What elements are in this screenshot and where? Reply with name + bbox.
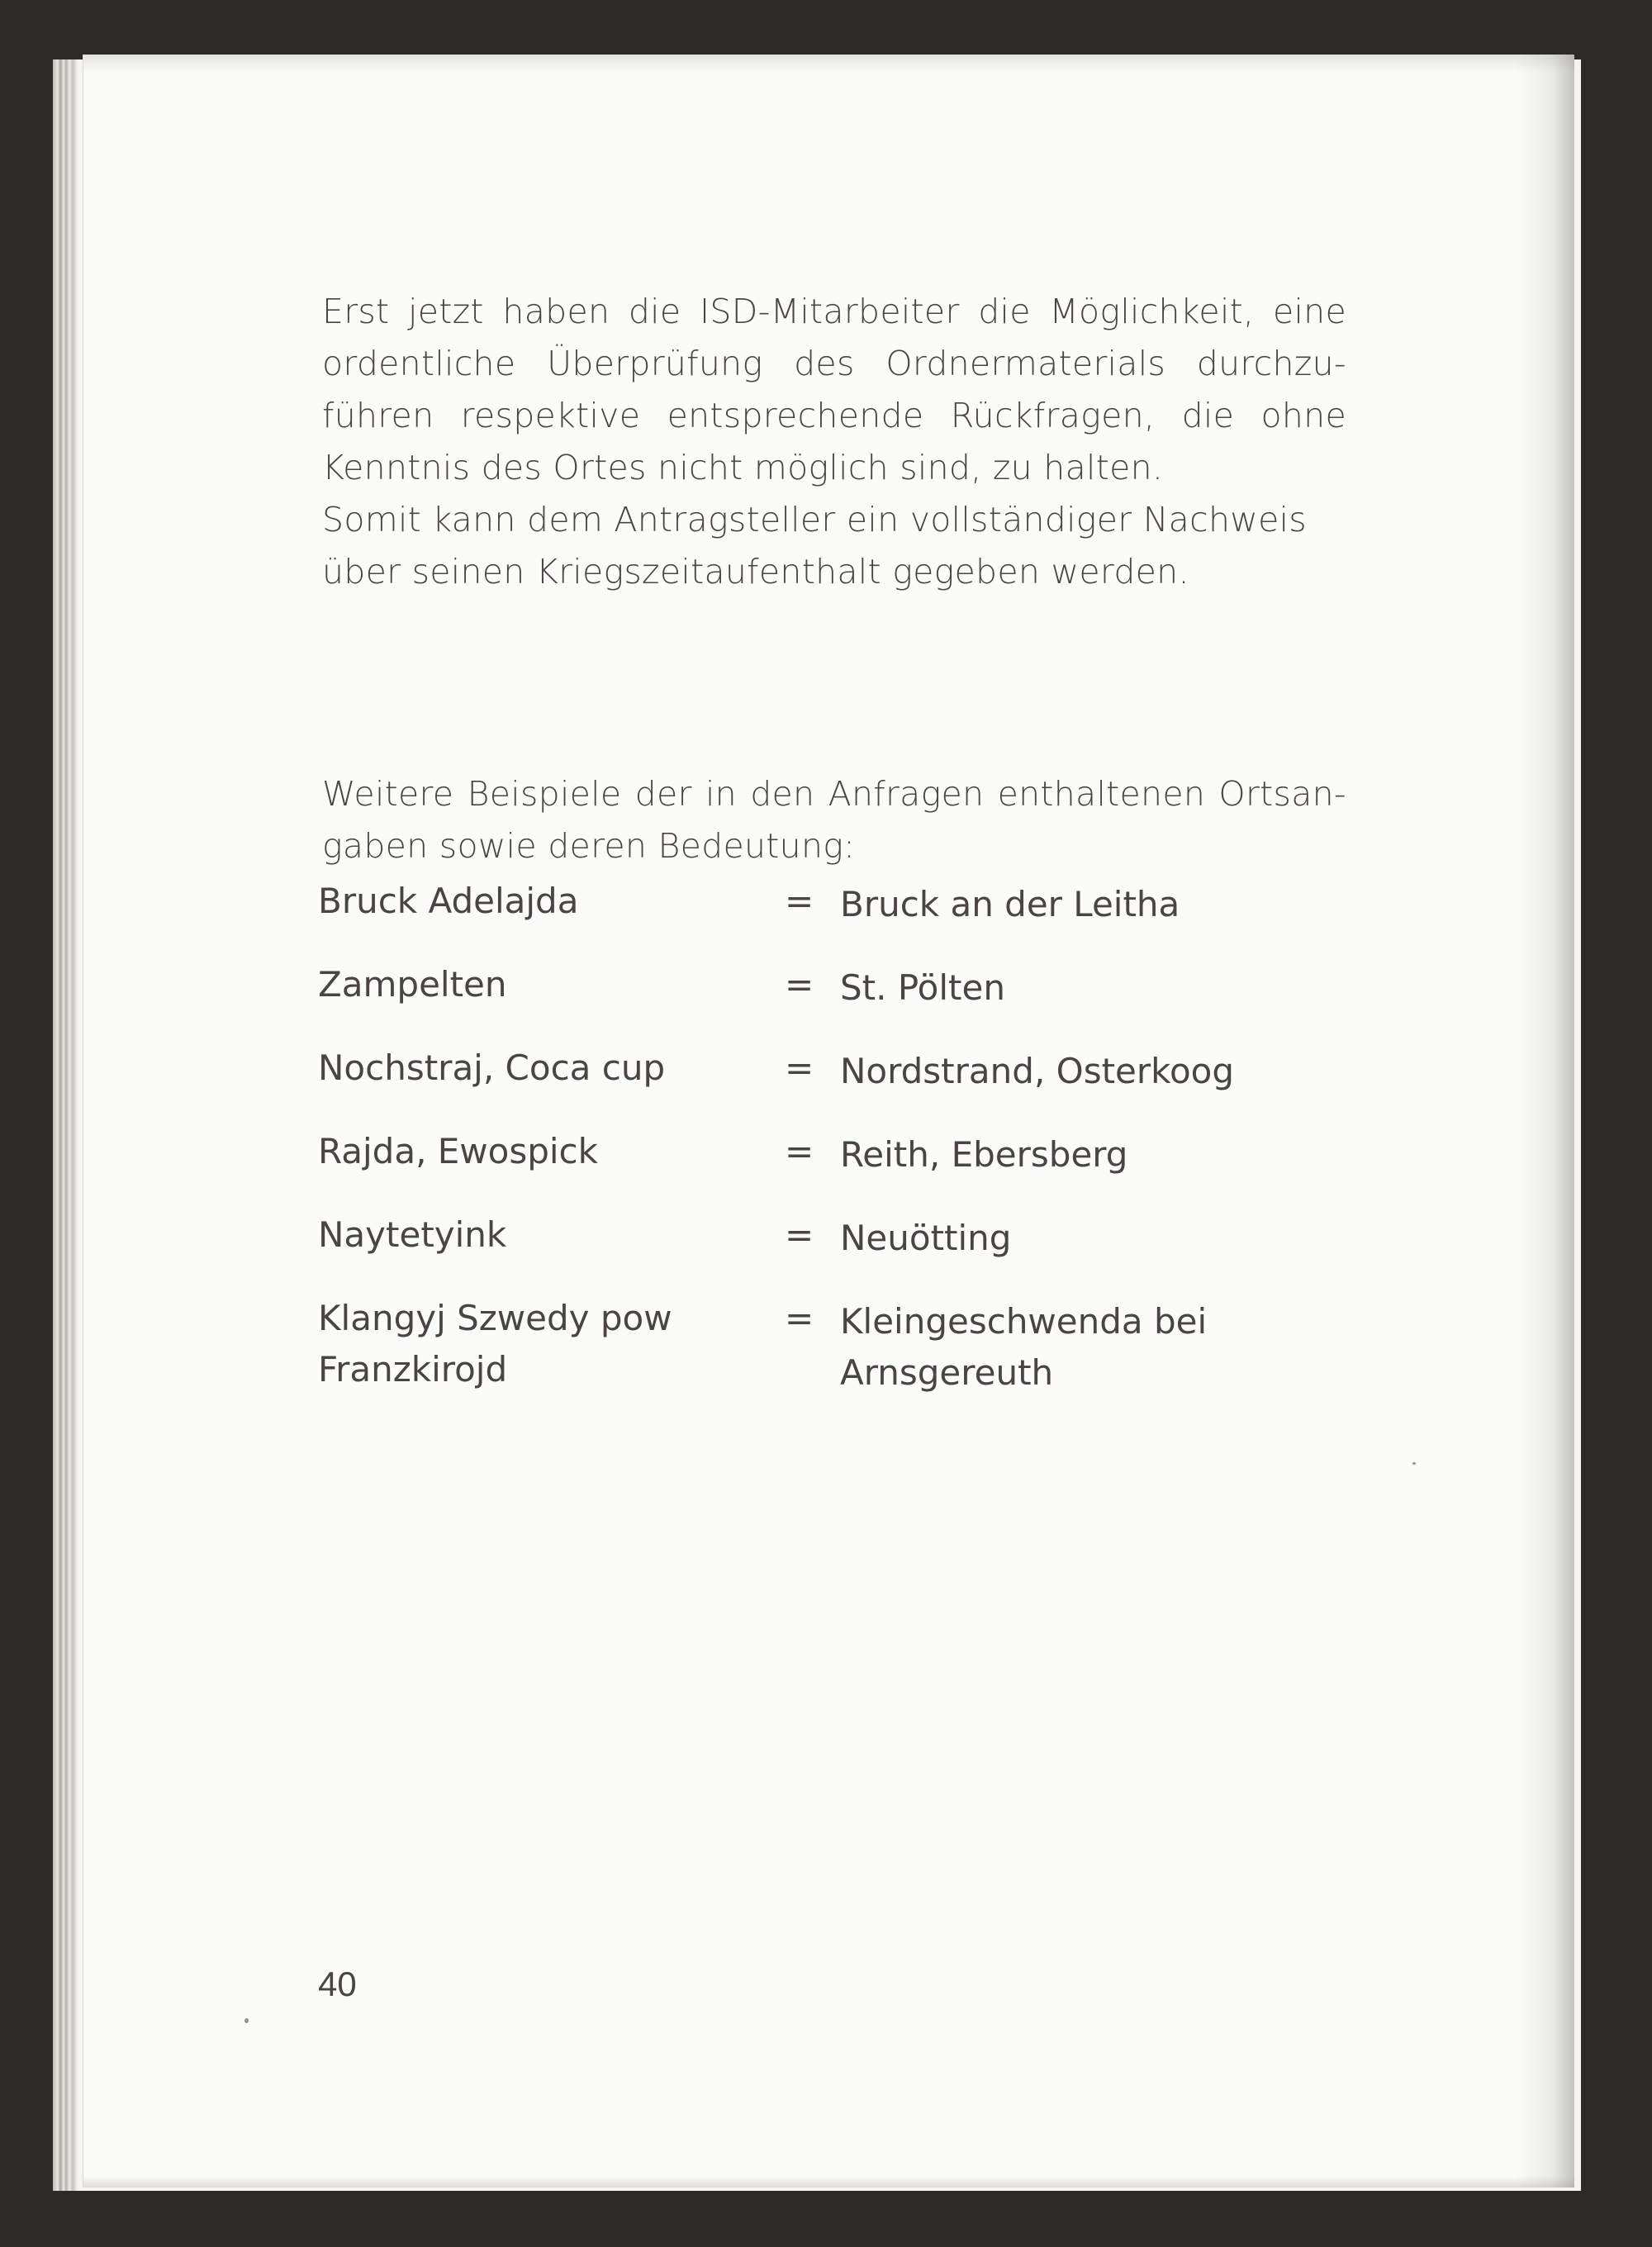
example-original: Nochstraj, Coca cup — [318, 1047, 666, 1088]
paragraph-line: Erst jetzt haben die ISD-Mitarbeiter die Möglichkeit, eine — [322, 292, 1346, 331]
paragraph-line: über seinen Kriegszeitaufenthalt gegeben werden. — [322, 552, 1189, 591]
paragraph-intro — [322, 286, 1346, 598]
equals-sign: = — [785, 1131, 814, 1171]
example-original-line: Franzkirojd — [318, 1349, 508, 1390]
example-meaning-line: Arnsgereuth — [840, 1352, 1054, 1393]
equals-sign: = — [785, 964, 814, 1005]
equals-sign: = — [785, 1298, 814, 1338]
example-original: Naytetyink — [318, 1214, 507, 1255]
page-right-shadow — [1517, 55, 1574, 2188]
example-meaning: Reith, Ebersberg — [840, 1134, 1128, 1175]
example-row — [318, 1209, 1392, 1293]
page-top-shadow — [83, 55, 1574, 73]
example-row — [318, 876, 1392, 959]
equals-sign: = — [785, 881, 814, 921]
place-name-examples — [318, 876, 1392, 1400]
paragraph-examples-intro — [322, 768, 1346, 872]
example-row — [318, 1126, 1392, 1209]
example-original: Bruck Adelajda — [318, 881, 579, 921]
paragraph-line: führen respektive entsprechende Rückfragen, die ohne — [322, 396, 1346, 435]
example-row — [318, 959, 1392, 1043]
example-meaning: Bruck an der Leitha — [840, 884, 1180, 924]
paper-speck — [1412, 1462, 1416, 1465]
example-row — [318, 1043, 1392, 1126]
example-original-line: Klangyj Szwedy pow — [318, 1298, 672, 1338]
page-number: 40 — [318, 1964, 357, 2003]
paragraph-line: ordentliche Überprüfung des Ordnermaterials durchzu- — [322, 344, 1346, 383]
paper-speck — [244, 2018, 249, 2023]
example-meaning: St. Pölten — [840, 967, 1005, 1008]
example-original — [318, 1293, 748, 1395]
example-meaning: Neuötting — [840, 1218, 1012, 1258]
example-original: Zampelten — [318, 964, 507, 1005]
page-bottom-shadow — [83, 2176, 1574, 2188]
example-meaning: Nordstrand, Osterkoog — [840, 1051, 1235, 1091]
example-original: Rajda, Ewospick — [318, 1131, 598, 1171]
paragraph-line: Kenntnis des Ortes nicht möglich sind, zu halten. — [322, 448, 1164, 487]
equals-sign: = — [785, 1047, 814, 1088]
equals-sign: = — [785, 1214, 814, 1255]
example-meaning — [840, 1296, 1352, 1399]
example-row — [318, 1293, 1392, 1400]
example-meaning-line: Kleingeschwenda bei — [840, 1301, 1208, 1342]
paragraph-line: Somit kann dem Antragsteller ein vollständiger Nachweis — [322, 500, 1307, 539]
paragraph-line: Weitere Beispiele der in den Anfragen enthaltenen Ortsan- — [322, 774, 1346, 814]
paragraph-line: gaben sowie deren Bedeutung: — [322, 826, 856, 866]
